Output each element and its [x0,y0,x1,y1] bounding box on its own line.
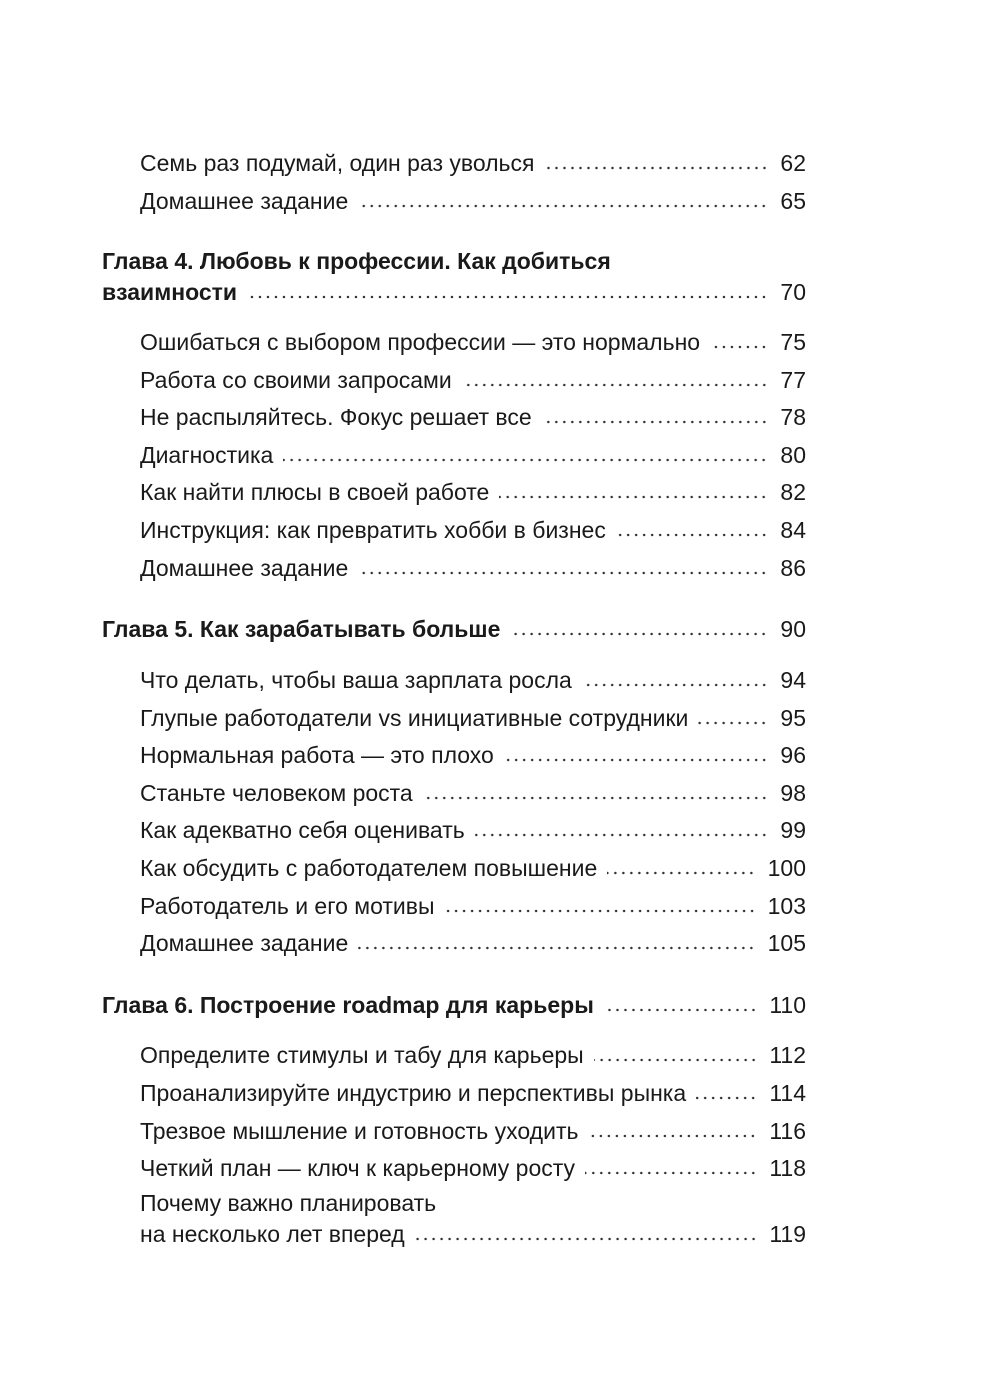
dot-leader [499,494,768,500]
toc-entry-page: 100 [767,855,806,881]
toc-entry-page: 84 [780,517,806,543]
dot-leader [696,1095,757,1101]
toc-entry-title: Работа со своими запросами [140,367,452,393]
toc-entry-title: Не распыляйтесь. Фокус решает все [140,404,532,430]
toc-entry [140,515,806,545]
toc-entry-page: 116 [769,1118,806,1144]
toc-entry-title: Как обсудить с работодателем повышение [140,855,598,881]
toc-entry-title: Определите стимулы и табу для карьеры [140,1042,584,1068]
chapter-page: 90 [780,616,806,642]
chapter-title: взаимности [102,279,238,305]
chapter-heading [102,990,806,1020]
toc-entry-page: 99 [780,817,806,843]
toc-entry-title: Семь раз подумай, один раз уволься [140,150,535,176]
toc-entry-title: Как найти плюсы в своей работе [140,479,490,505]
toc-entry-page: 103 [767,893,806,919]
chapter-title-line1: Глава 4. Любовь к профессии. Как добиться [102,248,611,274]
toc-entry-title: на несколько лет вперед [140,1221,405,1247]
toc-entry [140,365,806,395]
dot-leader [607,870,755,876]
toc-entry-title: Что делать, чтобы ваша зарплата росла [140,667,572,693]
toc-entry [140,703,806,733]
toc-entry [140,891,806,921]
dot-leader [585,1170,757,1176]
dot-leader [698,720,768,726]
toc-entry [140,477,806,507]
dot-leader [545,165,769,171]
toc-entry-title: Глупые работодатели vs инициативные сотрудники [140,705,689,731]
toc-entry [140,327,806,357]
toc-entry-title: Домашнее задание [140,188,349,214]
toc-entry [140,1116,806,1146]
toc-entry-page: 105 [767,930,806,956]
chapter-page: 70 [780,279,806,305]
toc-entry [140,402,806,432]
toc-entry-page: 96 [780,742,806,768]
toc-entry [140,1153,806,1183]
toc-entry-page: 78 [780,404,806,430]
dot-leader [594,1057,758,1063]
dot-leader [415,1236,758,1242]
toc-entry [140,853,806,883]
dot-leader [616,532,768,538]
toc-entry [140,665,806,695]
dot-leader [358,570,768,576]
toc-entry [140,148,806,178]
toc-entry-title: Четкий план — ключ к карьерному росту [140,1155,576,1181]
dot-leader [710,344,768,350]
toc-entry-page: 62 [780,150,806,176]
toc-entry-title: Домашнее задание [140,930,349,956]
dot-leader [445,908,756,914]
toc-entry [140,740,806,770]
toc-entry-page: 80 [780,442,806,468]
toc-entry-title: Ошибаться с выбором профессии — это нормально [140,329,701,355]
toc-entry [140,440,806,470]
toc-entry-page: 86 [780,555,806,581]
toc-entry-title: Диагностика [140,442,274,468]
dot-leader [504,757,768,763]
dot-leader [475,832,768,838]
dot-leader [247,294,768,300]
toc-entry-page: 112 [769,1042,806,1068]
toc-entry-page: 98 [780,780,806,806]
chapter-heading [102,614,806,644]
toc-entry [140,1078,806,1108]
toc-entry [140,778,806,808]
dot-leader [542,419,768,425]
chapter-title: Глава 5. Как зарабатывать больше [102,616,501,642]
dot-leader [423,795,768,801]
toc-entry-title: Станьте человеком роста [140,780,413,806]
toc-entry-title: Нормальная работа — это плохо [140,742,494,768]
toc-entry-page: 114 [769,1080,806,1106]
dot-leader [462,382,768,388]
chapter-title: Глава 6. Построение roadmap для карьеры [102,992,594,1018]
dot-leader [510,631,768,637]
toc-entry-page: 95 [780,705,806,731]
toc-entry-page: 118 [769,1155,806,1181]
chapter-heading [102,277,806,307]
dot-leader [283,457,768,463]
toc-entry [140,553,806,583]
toc-entry-title-line1: Почему важно планировать [140,1190,437,1216]
toc-entry-title: Проанализируйте индустрию и перспективы рынка [140,1080,687,1106]
toc-entry [140,1040,806,1070]
toc-entry-title: Работодатель и его мотивы [140,893,435,919]
toc-entry-title: Домашнее задание [140,555,349,581]
toc-entry [140,186,806,216]
toc-entry [140,1219,806,1249]
toc-entry-page: 75 [780,329,806,355]
toc-entry-page: 82 [780,479,806,505]
chapter-page: 110 [769,992,806,1018]
dot-leader [358,203,768,209]
toc-entry [140,815,806,845]
toc-entry-page: 65 [780,188,806,214]
toc-entry-page: 94 [780,667,806,693]
dot-leader [358,945,755,951]
toc-entry-title: Как адекватно себя оценивать [140,817,465,843]
dot-leader [604,1007,757,1013]
toc-entry-page: 119 [769,1221,806,1247]
toc-entry-title: Инструкция: как превратить хобби в бизнес [140,517,606,543]
toc-entry [140,928,806,958]
toc-entry-title: Трезвое мышление и готовность уходить [140,1118,579,1144]
dot-leader [588,1133,757,1139]
toc-entry-page: 77 [780,367,806,393]
dot-leader [582,682,768,688]
